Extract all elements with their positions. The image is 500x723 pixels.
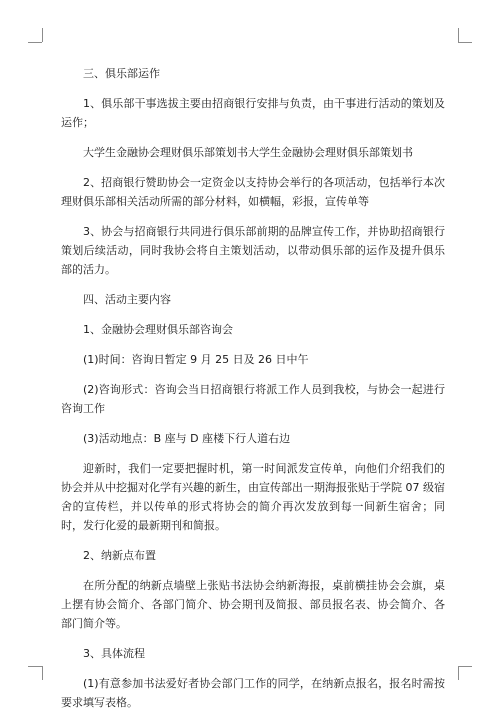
section-heading-operation: 三、俱乐部运作 bbox=[83, 67, 160, 80]
paragraph-process-1: (1)有意参加书法爱好者协会部门工作的同学，在纳新点报名，报名时需按要求填写表格。 bbox=[61, 677, 445, 709]
subheading-recruit-booth: 2、纳新点布置 bbox=[83, 549, 156, 562]
subheading-process: 3、具体流程 bbox=[83, 647, 145, 660]
paragraph-booth: 在所分配的纳新点墙壁上张贴书法协会纳新海报，桌前横挂协会会旗，桌上摆有协会简介、各部门简介、协会期刊及简报、部员报名表、协会简介、各部门简介等。 bbox=[61, 579, 445, 630]
paragraph-format: (2)咨询形式：咨询会当日招商银行将派工作人员到我校，与协会一起进行咨询工作 bbox=[61, 383, 445, 415]
section-heading-activities: 四、活动主要内容 bbox=[83, 293, 171, 306]
paragraph-4: 3、协会与招商银行共同进行俱乐部前期的品牌宣传工作，并协助招商银行策划后续活动，同时我协会将自主策划活动，以带动俱乐部的运作及提升俱乐部的活力。 bbox=[61, 225, 445, 276]
paragraph-3: 2、招商银行赞助协会一定资金以支持协会举行的各项活动，包括举行本次理财俱乐部相关活动所需的部分材料，如横幅，彩报，宣传单等 bbox=[61, 176, 445, 208]
paragraph-location: (3)活动地点：B 座与 D 座楼下行人道右边 bbox=[83, 432, 291, 445]
paragraph-welcome: 迎新时，我们一定要把握时机，第一时间派发宣传单，向他们介绍我们的协会并从中挖掘对化学有兴趣的新生，由宣传部出一期海报张贴于学院 07 级宿舍的宣传栏，并以传单的形式将协会的简介再次发放到每一间新生宿舍；同时，发行化爱的最新期刊和简报。 bbox=[61, 462, 445, 532]
paragraph-2: 大学生金融协会理财俱乐部策划书大学生金融协会理财俱乐部策划书 bbox=[83, 146, 413, 159]
paragraph-1: 1、俱乐部干事选拔主要由招商银行安排与负责，由干事进行活动的策划及运作； bbox=[61, 97, 445, 129]
subheading-consultation: 1、金融协会理财俱乐部咨询会 bbox=[83, 323, 233, 336]
paragraph-time: (1)时间：咨询日暂定 9 月 25 日及 26 日中午 bbox=[83, 353, 309, 366]
document-page bbox=[61, 64, 445, 723]
